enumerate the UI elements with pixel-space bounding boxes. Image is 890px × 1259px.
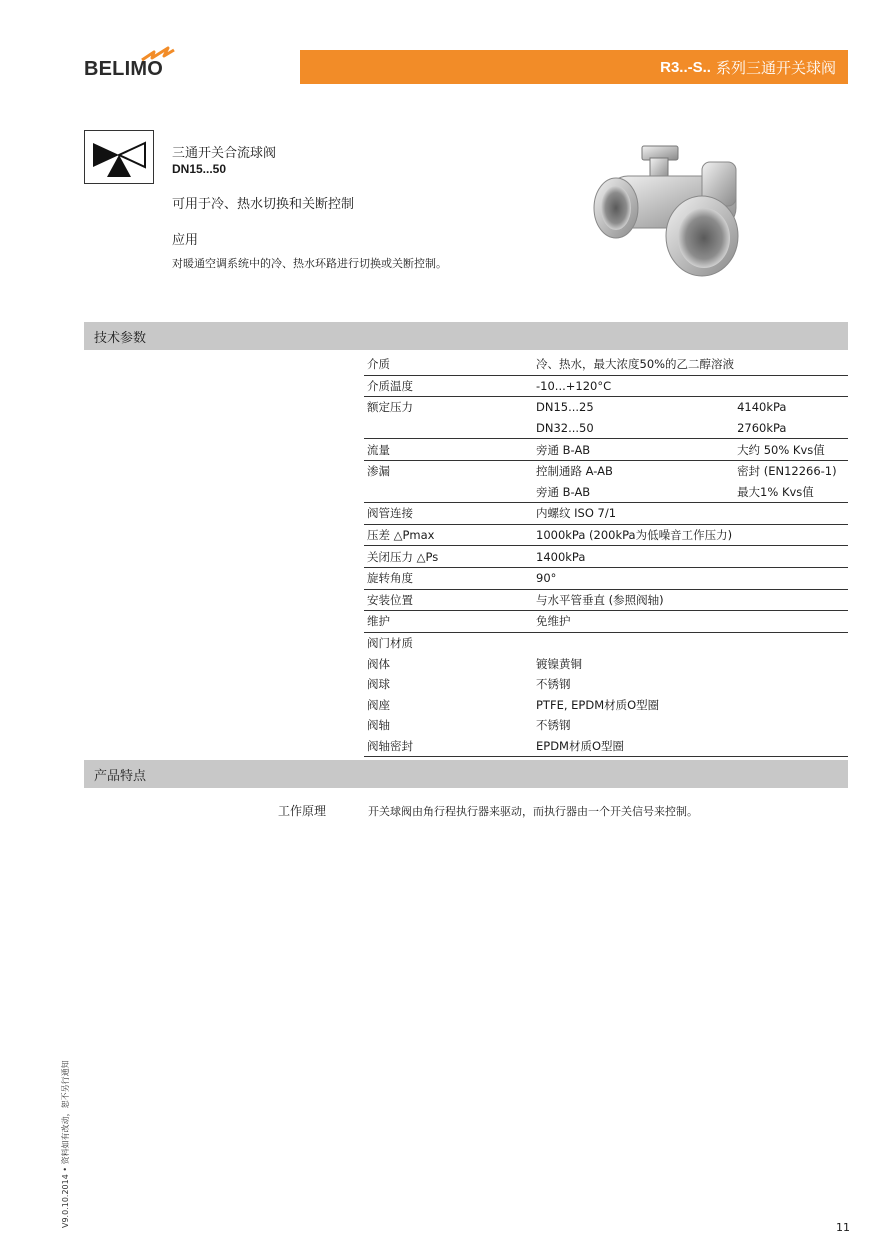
logo-text: BELIMO <box>84 58 163 80</box>
spec-value-extra <box>734 715 848 736</box>
spec-row <box>364 695 848 716</box>
spec-label <box>364 482 533 503</box>
spec-row <box>364 418 848 439</box>
spec-value: 90° <box>533 567 734 589</box>
spec-value: 与水平管垂直 (参照阀轴) <box>533 589 734 611</box>
three-way-valve-symbol-icon <box>84 130 154 184</box>
spec-value: 不锈钢 <box>536 718 571 733</box>
spec-value-extra: 密封 (EN12266-1) <box>737 464 837 479</box>
spec-value: 控制通路 A-AB <box>536 464 613 479</box>
spec-label: 阀体 <box>367 656 390 671</box>
spec-value-extra <box>734 695 848 716</box>
version-note: V9.0.10.2014 • 资料如有改动，恕不另行通知 <box>61 1060 70 1228</box>
spec-table <box>364 354 848 757</box>
product-type: 三通开关合流球阀 <box>172 146 277 161</box>
spec-label: 旋转角度 <box>364 567 533 589</box>
spec-value: 不锈钢 <box>536 677 571 692</box>
spec-row <box>364 674 848 695</box>
spec-row <box>364 482 848 503</box>
header-title: 系列三通开关球阀 <box>715 59 836 77</box>
spec-value: EPDM材质O型圈 <box>533 736 734 757</box>
ball-valve-image <box>586 132 748 284</box>
spec-value: DN32...50 <box>533 418 734 439</box>
spec-row <box>364 375 848 397</box>
spec-row <box>364 503 848 525</box>
spec-value: 内螺纹 ISO 7/1 <box>533 503 734 525</box>
intro-block <box>172 142 447 271</box>
spec-value-extra: 2760kPa <box>734 418 848 439</box>
spec-row <box>364 460 848 481</box>
spec-row <box>364 715 848 736</box>
spec-label: 阀管连接 <box>364 503 533 525</box>
spec-row <box>364 589 848 611</box>
spec-value: 1400kPa <box>533 546 734 568</box>
spec-label: 维护 <box>364 611 533 633</box>
spec-value: DN15...25 <box>536 400 594 415</box>
spec-value-extra: 4140kPa <box>737 400 787 415</box>
spec-value-extra <box>734 567 848 589</box>
spec-label: 阀球 <box>367 677 390 692</box>
spec-label: 阀座 <box>367 697 390 712</box>
spec-value-extra <box>734 546 848 568</box>
spec-value: 旁通 B-AB <box>533 482 734 503</box>
header-bar <box>300 50 848 84</box>
header-model: R3..-S.. <box>660 58 711 76</box>
spec-value <box>533 632 734 653</box>
logo-flame-icon <box>140 46 176 62</box>
spec-label: 压差 △Pmax <box>364 524 533 546</box>
application-heading: 应用 <box>172 233 199 248</box>
spec-value-extra <box>734 354 848 375</box>
spec-row <box>364 397 848 418</box>
section-features-title: 产品特点 <box>94 768 147 784</box>
principle-text: 开关球阀由角行程执行器来驱动，而执行器由一个开关信号来控制。 <box>368 805 698 818</box>
spec-value-extra <box>734 674 848 695</box>
spec-label: 关闭压力 △Ps <box>364 546 533 568</box>
spec-label: 额定压力 <box>367 400 413 415</box>
spec-label: 阀轴密封 <box>364 736 533 757</box>
spec-value-extra <box>734 632 848 653</box>
spec-value: PTFE, EPDM材质O型圈 <box>536 697 660 712</box>
page-number: 11 <box>836 1221 850 1234</box>
spec-label: 阀轴 <box>367 718 390 733</box>
spec-row <box>364 524 848 546</box>
spec-label: 渗漏 <box>367 464 390 479</box>
principle-label: 工作原理 <box>278 804 327 818</box>
belimo-logo <box>84 46 176 80</box>
spec-label: 介质 <box>364 354 533 375</box>
spec-value-extra: 大约 50% Kvs值 <box>734 439 848 461</box>
spec-value-extra <box>734 653 848 674</box>
spec-value: 旁通 B-AB <box>533 439 734 461</box>
spec-row <box>364 439 848 461</box>
spec-row <box>364 736 848 757</box>
spec-value-extra <box>734 589 848 611</box>
spec-value: -10...+120°C <box>533 375 734 397</box>
spec-row <box>364 354 848 375</box>
spec-value: 免维护 <box>533 611 734 633</box>
spec-row <box>364 546 848 568</box>
spec-label: 流量 <box>364 439 533 461</box>
spec-label: 安装位置 <box>364 589 533 611</box>
spec-value-extra <box>734 611 848 633</box>
spec-value-extra <box>734 375 848 397</box>
spec-value-extra <box>734 503 848 525</box>
section-tech-title: 技术参数 <box>94 330 147 346</box>
spec-value: 镀镍黄铜 <box>536 656 582 671</box>
spec-value: 1000kPa (200kPa为低噪音工作压力) <box>533 524 734 546</box>
spec-row <box>364 653 848 674</box>
spec-label: 介质温度 <box>364 375 533 397</box>
usage-summary: 可用于冷、热水切换和关断控制 <box>172 197 355 212</box>
size-range: DN15...50 <box>172 162 227 176</box>
section-features <box>84 760 848 788</box>
spec-label <box>364 418 533 439</box>
spec-value: 冷、热水，最大浓度50%的乙二醇溶液 <box>533 354 734 375</box>
spec-row <box>364 632 848 653</box>
section-tech-params <box>84 322 848 350</box>
application-text: 对暖通空调系统中的冷、热水环路进行切换或关断控制。 <box>172 257 447 270</box>
spec-row <box>364 567 848 589</box>
spec-label: 阀门材质 <box>367 636 413 651</box>
spec-row <box>364 611 848 633</box>
spec-value-extra <box>734 524 848 546</box>
spec-value-extra: 最大1% Kvs值 <box>734 482 848 503</box>
spec-value-extra <box>734 736 848 757</box>
